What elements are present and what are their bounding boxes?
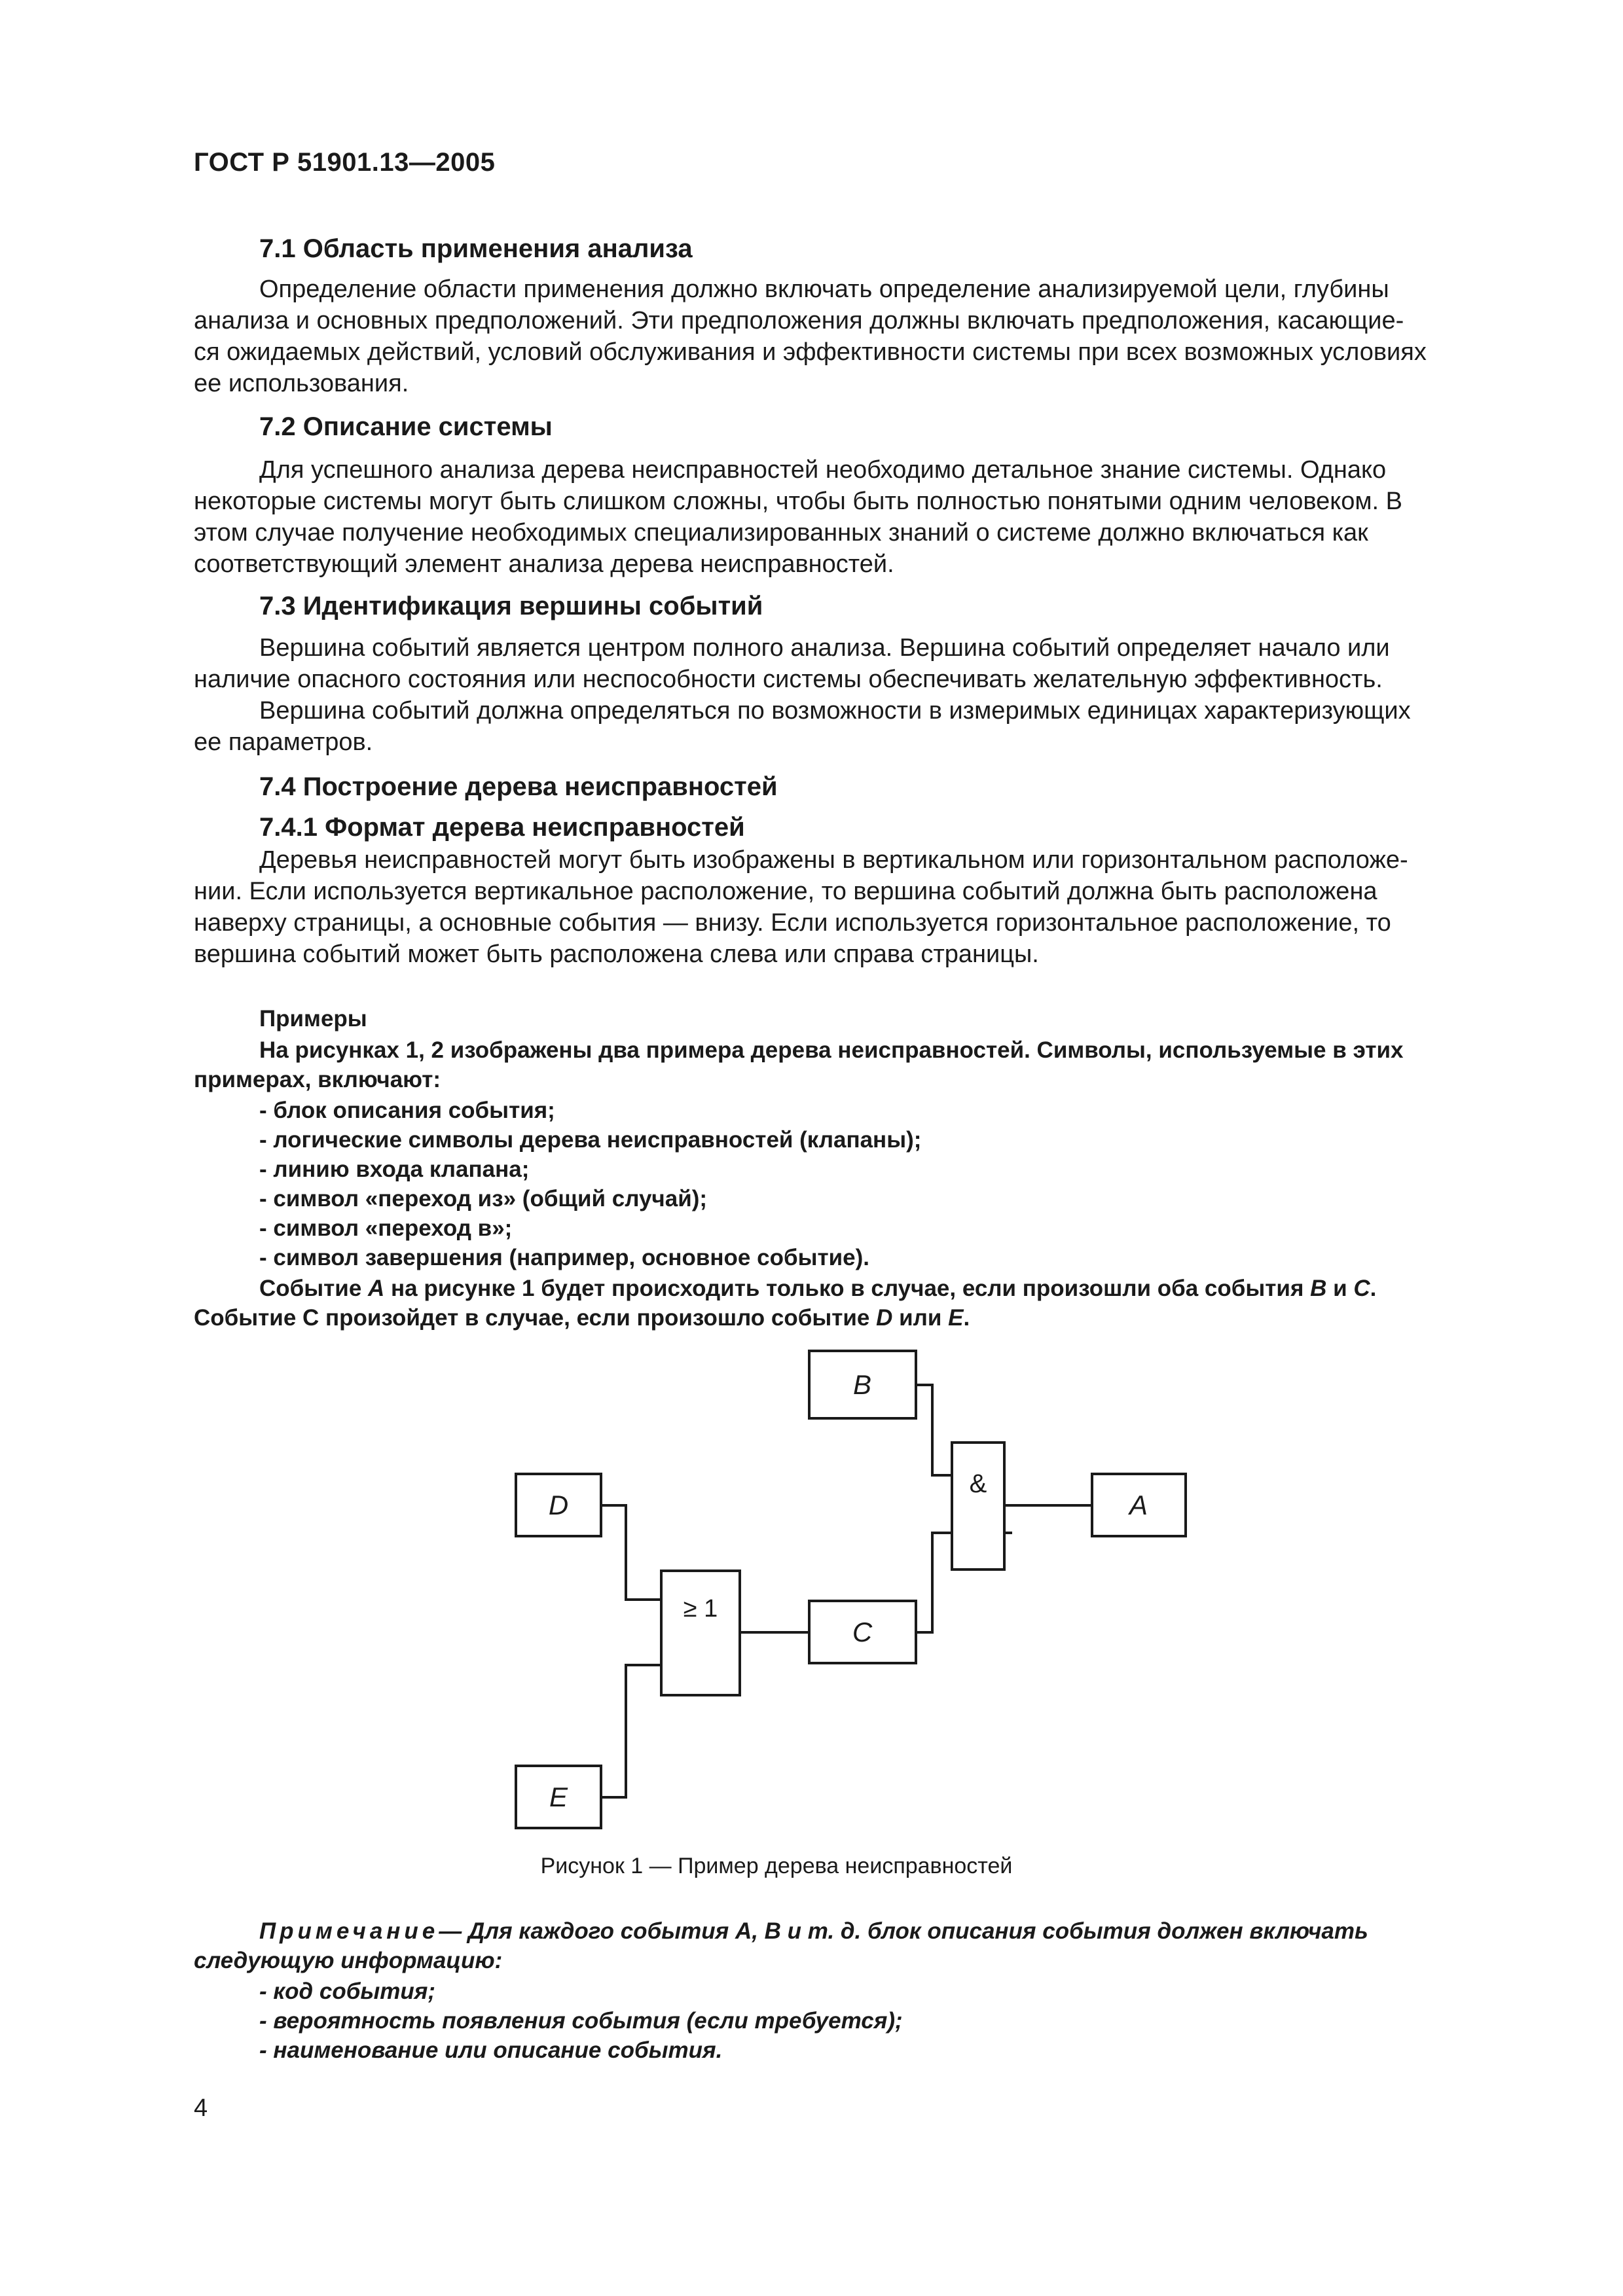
text-line: соответствующий элемент анализа дерева неисправностей.: [194, 550, 894, 578]
label-c: C: [852, 1617, 873, 1647]
section-7-1-title: 7.1 Область применения анализа: [259, 234, 693, 263]
text-line: Примечание— Для каждого события А, В и т. д. блок описания события должен включать: [259, 1918, 1368, 1944]
text-line: вершина событий может быть расположена слева или справа страницы.: [194, 941, 1039, 968]
label-and-gate: &: [969, 1469, 987, 1498]
section-7-3-title: 7.3 Идентификация вершины событий: [259, 592, 763, 620]
or-gate: [661, 1571, 740, 1695]
note-list-item: - код события;: [259, 1979, 436, 2004]
text-line: ее использования.: [194, 370, 409, 397]
text-line: Определение области применения должно включать определение анализируемой цели, глубины: [259, 276, 1389, 303]
text-line: примерах, включают:: [194, 1067, 441, 1092]
list-item: - символ завершения (например, основное событие).: [259, 1245, 869, 1270]
text-line: следующую информацию:: [194, 1948, 503, 1973]
text-line: ее параметров.: [194, 728, 373, 756]
fault-tree-figure: [194, 0, 1503, 1898]
list-item: - логические символы дерева неисправностей (клапаны);: [259, 1127, 922, 1153]
list-item: - символ «переход из» (общий случай);: [259, 1186, 708, 1211]
text-line: наличие опасного состояния или неспособности системы обеспечивать желательную эффективность.: [194, 666, 1383, 693]
document-header: ГОСТ Р 51901.13—2005: [194, 148, 496, 177]
text-line: наверху страницы, а основные события — внизу. Если используется горизонтальное расположение, то: [194, 909, 1391, 937]
text-line: нии. Если используется вертикальное расположение, то вершина событий должна быть расположена: [194, 878, 1377, 905]
text-line: анализа и основных предположений. Эти предположения должны включать предположения, касающие-: [194, 307, 1404, 334]
note-list-item: - наименование или описание события.: [259, 2037, 723, 2063]
label-a: A: [1129, 1490, 1148, 1520]
figure-caption: Рисунок 1 — Пример дерева неисправностей: [540, 1854, 1013, 1878]
section-7-2-title: 7.2 Описание системы: [259, 412, 553, 441]
text-line: Событие А на рисунке 1 будет происходить только в случае, если произошли оба события В и С.: [259, 1276, 1377, 1301]
text-line: На рисунках 1, 2 изображены два примера дерева неисправностей. Символы, используемые в этих: [259, 1037, 1404, 1063]
text-line: Деревья неисправностей могут быть изображены в вертикальном или горизонтальном расположе-: [259, 846, 1408, 874]
text-line: некоторые системы могут быть слишком сложны, чтобы быть полностью понятыми одним человеком. В: [194, 488, 1403, 515]
text-line: Для успешного анализа дерева неисправностей необходимо детальное знание системы. Однако: [259, 456, 1387, 484]
label-or-gate: ≥ 1: [683, 1595, 718, 1623]
and-gate: [952, 1443, 1004, 1570]
section-7-4-1-title: 7.4.1 Формат дерева неисправностей: [259, 813, 745, 842]
text-line: Вершина событий является центром полного анализа. Вершина событий определяет начало или: [259, 634, 1390, 662]
text-line: этом случае получение необходимых специализированных знаний о системе должно включаться как: [194, 519, 1368, 547]
section-7-4-title: 7.4 Построение дерева неисправностей: [259, 772, 778, 801]
note-list-item: - вероятность появления события (если требуется);: [259, 2008, 903, 2034]
page-number: 4: [194, 2094, 208, 2122]
list-item: - символ «переход в»;: [259, 1215, 513, 1241]
examples-title: Примеры: [259, 1006, 367, 1031]
list-item: - линию входа клапана;: [259, 1157, 530, 1182]
text-line: Вершина событий должна определяться по возможности в измеримых единицах характеризующих: [259, 697, 1411, 725]
list-item: - блок описания события;: [259, 1098, 555, 1123]
label-b: B: [852, 1369, 872, 1400]
text-line: ся ожидаемых действий, условий обслуживания и эффективности системы при всех возможных условиях: [194, 338, 1427, 366]
text-line: Событие С произойдет в случае, если произошло событие D или Е.: [194, 1305, 970, 1331]
note-text: [194, 1916, 1503, 1975]
label-d: D: [548, 1490, 569, 1520]
label-e: E: [549, 1782, 568, 1812]
